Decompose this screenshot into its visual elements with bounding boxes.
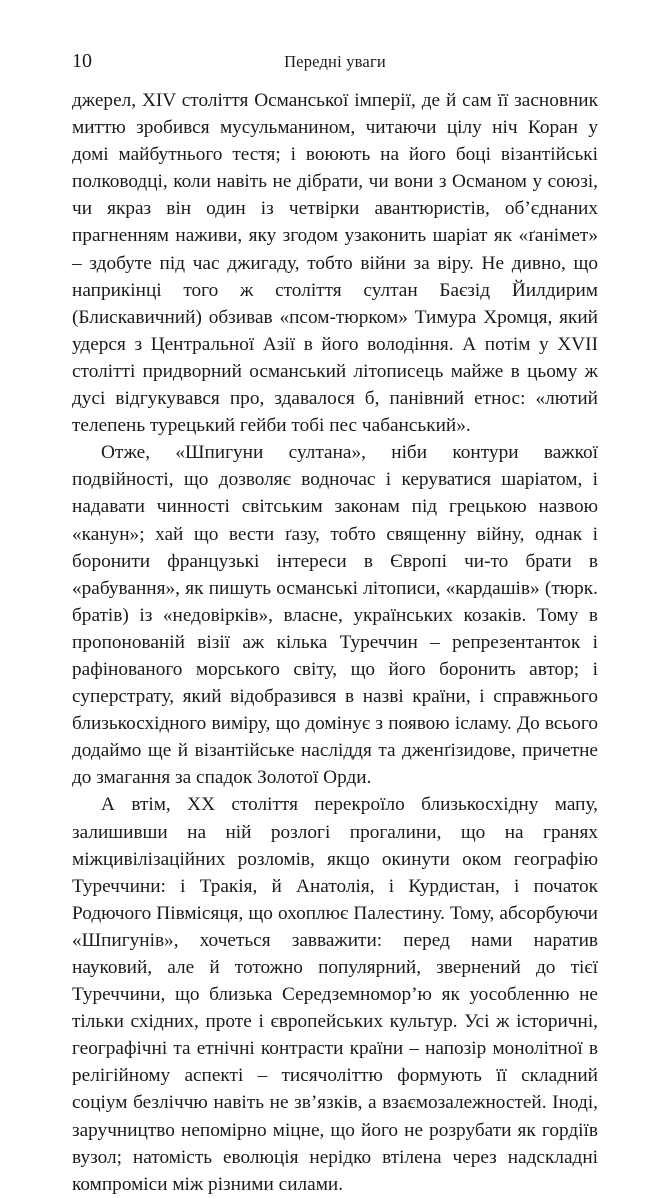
body-text (72, 87, 598, 1198)
paragraph-continued: джерел, XIV століття Османської імперії, де й сам її засновник миттю зробився мусульманином, читаючи цілу ніч Коран у домі майбутнього тестя; і воюють на його боці візантійські полководці, коли навіть не дібрати, чи вони з Османом у союзі, чи якраз він один із четвірки авантюристів, об’єднаних прагненням наживи, яку згодом узаконить шаріат як «ґанімет» – здобуте під час джигаду, тобто війни за віру. Не дивно, що наприкінці того ж століття султан Баєзід Йилдирим (Блискавичний) обзивав «псом-тюрком» Тимура Хромця, який удерся з Центральної Азії в його володіння. А потім у XVII столітті придворний османський літописець майже в цьому ж дусі відгукувався про, здавалося б, панівний етнос: «лютий телепень турецький гейби тобі пес чабанський». (72, 90, 598, 437)
paragraph: Отже, «Шпигуни султана», ніби контури важкої подвійності, що дозволяє водночас і керуватися шаріатом, і надавати чинності світським законам під грецькою назвою «канун»; хай що вести ґазу, тобто священну війну, однак і боронити французькі інтереси в Європі чи-то брати в «рабування», як пишуть османські літописи, «кардашів» (тюрк. братів) із «недовірків», власне, українських козаків. Тому в пропонованій візії аж кілька Туреччин – репрезентанток і рафінованого морського світу, що його боронить автор; і суперстрату, який відобразився в назві країни, і справжнього близькосхідного виміру, що домінує з появою ісламу. До всього додаймо ще й візантійське насліддя та дженґізидове, причетне до змагання за спадок Золотої Орди. (72, 442, 598, 789)
section-title: Передні уваги (284, 52, 386, 71)
paragraph: А втім, XX століття перекроїло близькосхідну мапу, залишивши на ній розлогі прогалини, що на гранях міжцивілізаційних розломів, якщо окинути оком географію Туреччини: і Тракія, й Анатолія, і Курдистан, і початок Родючого Півмісяця, що охоплює Палестину. Тому, абсорбуючи «Шпигунів», хочеться завважити: перед нами наратив науковий, але й тотожно популярний, звернений до тієї Туреччини, що близька Середземномор’ю як уособленню не тільки східних, проте і європейських культур. Усі ж історичні, географічні та етнічні контрасти країни – напозір монолітної в релігійному аспекті – тисячоліттю формують її складний соціум безліччю навіть не зв’язків, а взаємозалежностей. Іноді, заручництво непомірно міцне, що його не розрубати як гордіїв вузол; натомість еволюція нерідко втілена через надскладні компроміси між різними силами. (72, 794, 598, 1195)
running-header (72, 50, 598, 72)
page-number: 10 (72, 50, 92, 72)
